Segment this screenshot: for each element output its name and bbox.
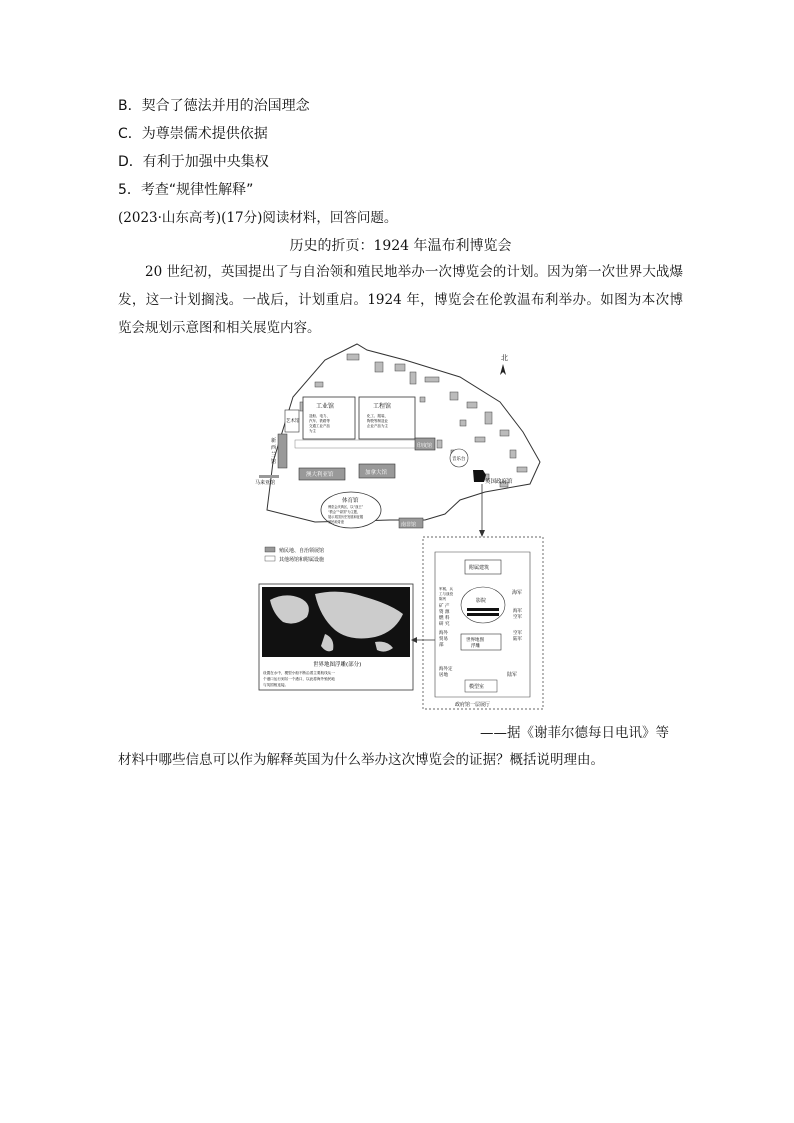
world-map-caption: 世界地图浮雕(部分) [313,662,362,668]
navy-air-2: 空军 [513,615,522,620]
stadium-desc-3: 展示英国历史发展和征服 [328,515,364,519]
legend-colony-label: 殖民地、自治领展馆 [279,548,325,554]
question-heading: 5．考查“规律性解释” [118,182,254,198]
cinema-room [461,587,505,623]
side-note-2: 工与战役 [439,592,453,596]
material-paragraph: 20 世纪初，英国提出了与自治领和殖民地举办一次博览会的计划。因为第一次世界大战爆发，这一计划搁浅。一战后，计划重启。1924 年，博览会在伦敦温布利举办。如图为本次博览会规划示意图和相关展览内容。 [118,264,683,336]
question-source: (2023·山东高考)(17分)阅读材料，回答问题。 [118,210,398,226]
industry-desc-2: 汽车、铁路等 [309,419,330,423]
mining-6: 料 [445,616,450,621]
relief-label-1: 世界地图 [466,638,484,643]
legend-swatch-colony [265,547,275,552]
option-c: C．为尊崇儒术提供依据 [118,126,268,142]
central-walkway [295,440,419,448]
navy-label: 海军 [512,590,523,596]
art-hall-label: 艺术馆 [286,419,300,424]
legend-other-label: 其他场馆和附属设施 [279,557,325,563]
engineering-desc-3: 企业产品为主 [367,424,388,428]
mining-8: 究 [445,622,450,627]
engineering-desc-1: 化工、服装、 [367,414,388,418]
side-note-1: 军械、兵 [439,587,453,591]
model-room-label: 模型室 [469,684,485,690]
mining-4: 源 [445,610,450,615]
world-map-desc-3: 与英国相连接。 [263,683,289,687]
army-air-1: 空军 [513,631,522,636]
world-map-desc-1: 设置在水中，模型小船不断沿着主要航线从一 [263,671,335,675]
trade-1: 海外 [439,631,448,636]
world-map-desc-2: 个港口运行到另一个港口，以此将海外殖民地 [263,677,335,681]
trade-3: 部 [439,643,444,648]
bandstand-label: 音乐台 [452,457,466,462]
engineering-desc-2: 陶瓷等制造业 [367,419,388,423]
industry-desc-3: 交通工业产品 [309,424,330,428]
mining-1: 矿 [439,604,444,609]
legend-swatch-other [265,556,275,561]
industry-desc-1: 造船、电力、 [309,414,330,418]
stadium-desc-2: “教会”“帝国”为主题， [328,510,361,514]
mining-3: 资 [439,610,444,615]
option-d: D．有利于加强中央集权 [118,154,269,170]
malaya-pavilion [259,475,279,478]
nz-label-4: 馆 [271,459,277,465]
north-arrow-icon [500,364,506,375]
trade-2: 贸易 [439,637,448,642]
canada-label: 加拿大馆 [365,470,388,476]
exhibition-plan-svg [255,342,545,712]
south-africa-label: 南非馆 [401,522,417,528]
annex-label: 附属建筑 [469,565,490,571]
option-b: B．契合了德法并用的治国理念 [118,98,310,114]
army-label: 陆军 [507,672,518,678]
nz-label-3: 兰 [271,452,277,458]
army-air-2: 陆军 [513,637,522,642]
colony-2: 居地 [439,673,448,678]
mining-2: 产 [445,604,450,609]
stadium-label: 体育馆 [342,498,359,504]
gov-floor-caption: 政府馆一层展厅 [455,702,491,708]
nz-label-1: 新 [271,438,277,444]
australia-label: 澳大利亚馆 [306,472,334,478]
mining-5: 燃 [439,616,444,621]
question-prompt: 材料中哪些信息可以作为解释英国为什么举办这次博览会的证据？概括说明理由。 [118,752,604,768]
industry-hall-label: 工业馆 [316,403,335,410]
nz-label-2: 西 [271,445,277,451]
british-gov-label: 英国政府馆 [485,479,513,485]
cinema-label: 影院 [476,598,487,604]
north-label: 北 [501,354,508,362]
exhibition-plan-figure [255,342,545,712]
mining-7: 研 [439,622,444,627]
engineering-hall-label: 工程馆 [373,403,392,410]
stadium-desc-4: 殖民地奇迹 [328,520,344,524]
gov-pointer-arrow-icon [479,530,485,537]
stadium-desc-1: 博览会庆典区，以“战王” [328,505,364,509]
side-note-3: 陈列 [439,597,446,601]
colony-1: 海外定 [439,667,453,672]
navy-air-1: 海军 [513,609,522,614]
industry-desc-4: 为主 [309,429,316,433]
india-label: 印度馆 [417,443,433,449]
material-title: 历史的折页：1924 年温布利博览会 [289,238,512,254]
citation: ——据《谢菲尔德每日电讯》等 [480,725,669,741]
malaya-label: 马来亚馆 [255,480,276,486]
relief-label-2: 浮雕 [471,644,480,649]
new-zealand-pavilion [278,434,287,468]
